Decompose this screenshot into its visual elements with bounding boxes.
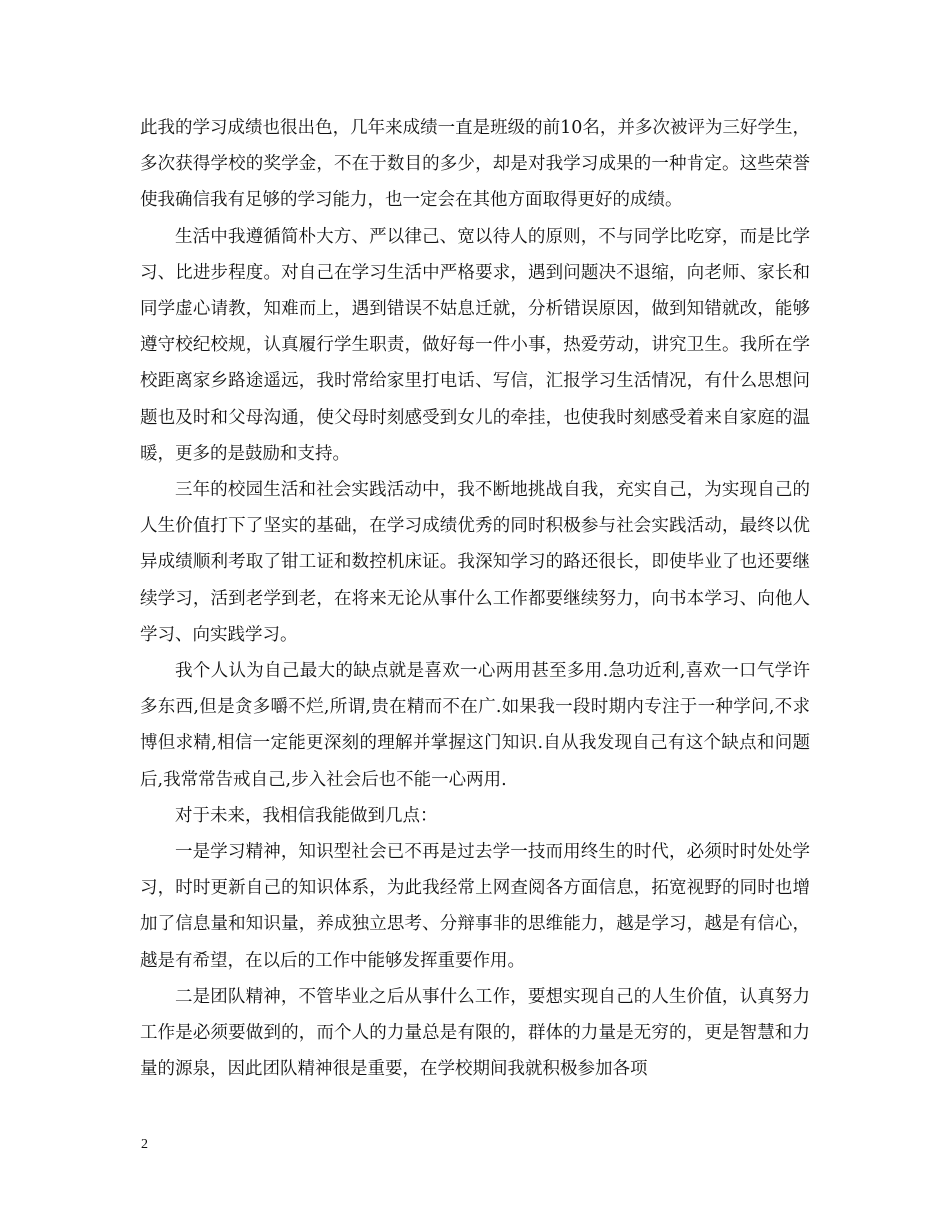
paragraph-5: 对于未来，我相信我能做到几点： — [175, 805, 438, 826]
paragraph-3: 三年的校园生活和社会实践活动中，我不断地挑战自我，充实自己，为实现自己的人生价值打下了坚实的基础，在学习成绩优秀的同时积极参与社会实践活动，最终以优异成绩顺利考取了钳工证和数控机床证。我深知学习的路还很长，即使毕业了也还要继续学习，活到老学到老，在将来无论从事什么工作都要继续努力，向书本学习、向他人学习、向实践学习。 — [140, 480, 810, 645]
document-body — [140, 110, 810, 1087]
paragraph-7: 二是团队精神，不管毕业之后从事什么工作，要想实现自己的人生价值，认真努力工作是必须要做到的，而个人的力量总是有限的，群体的力量是无穷的，更是智慧和力量的源泉，因此团队精神很是重要，在学校期间我就积极参加各项 — [140, 986, 810, 1080]
paragraph-2: 生活中我遵循简朴大方、严以律己、宽以待人的原则，不与同学比吃穿，而是比学习、比进步程度。对自己在学习生活中严格要求，遇到问题决不退缩，向老师、家长和同学虚心请教，知难而上，遇到错误不姑息迁就，分析错误原因，做到知错就改，能够遵守校纪校规，认真履行学生职责，做好每一件小事，热爱劳动，讲究卫生。我所在学校距离家乡路途遥远，我时常给家里打电话、写信，汇报学习生活情况，有什么思想问题也及时和父母沟通，使父母时刻感受到女儿的牵挂，也使我时刻感受着来自家庭的温暖，更多的是鼓励和支持。 — [140, 226, 810, 464]
paragraph-6: 一是学习精神，知识型社会已不再是过去学一技而用终生的时代，必须时时处处学习，时时更新自己的知识体系，为此我经常上网查阅各方面信息，拓宽视野的同时也增加了信息量和知识量，养成独立思考、分辩事非的思维能力，越是学习，越是有信心，越是有希望，在以后的工作中能够发挥重要作用。 — [140, 842, 810, 971]
page-number: 2 — [141, 1137, 148, 1152]
paragraph-4: 我个人认为自己最大的缺点就是喜欢一心两用甚至多用.急功近利,喜欢一口气学许多东西,但是贪多嚼不烂,所谓,贵在精而不在广.如果我一段时期内专注于一种学问,不求博但求精,相信一定能更深刻的理解并掌握这门知识.自从我发现自己有这个缺点和问题后,我常常告戒自己,步入社会后也不能一心两用. — [140, 661, 810, 790]
paragraph-1: 此我的学习成绩也很出色，几年来成绩一直是班级的前10名，并多次被评为三好学生，多次获得学校的奖学金，不在于数目的多少，却是对我学习成果的一种肯定。这些荣誉使我确信我有足够的学习能力，也一定会在其他方面取得更好的成绩。 — [140, 118, 810, 211]
